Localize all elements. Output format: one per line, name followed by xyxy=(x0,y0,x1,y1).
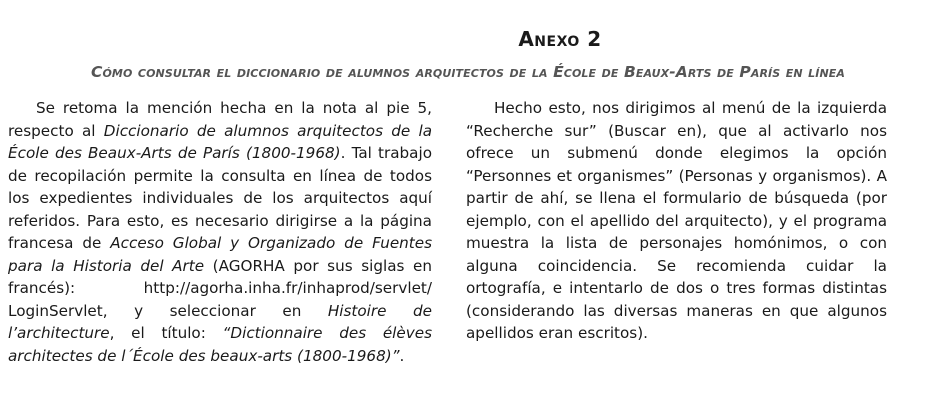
architecture-section-name: Histoire de l’architecture xyxy=(8,301,433,342)
left-text-1: Se retoma la mención hecha en la nota al pie 5, respecto al xyxy=(8,99,432,140)
left-text-2: . Tal trabajo de recopilación permite la consulta en línea de todos los expedientes individuales de los arquitectos aquí referidos. Para esto, es necesario dirigirse a la página francesa de xyxy=(8,144,432,252)
dictionnaire-title: “Dictionnaire des élèves architectes de l´École des beaux-arts (1800-1968)” xyxy=(8,324,432,365)
right-text: Hecho esto, nos dirigimos al menú de la izquierda “Recherche sur” (Buscar en), que al activarlo nos ofrece un submenú donde elegimos la opción “Personnes et organismes” (Personas y organismos). A partir de ahí, se llena el formulario de búsqueda (por ejemplo, con el apellido del arquitecto), y el programa muestra la lista de personajes homónimos, o con alguna coincidencia. Se recomienda cuidar la ortografía, e intentarlo de dos o tres formas distintas (considerando las diversas maneras en que algunos apellidos eran escritos). xyxy=(466,99,887,342)
left-text-5: . xyxy=(399,346,405,365)
left-text-3: (AGORHA por sus siglas en francés): http://agorha.inha.fr/inhaprod/servlet/ LoginServlet, y seleccionar en xyxy=(8,256,432,320)
right-column-paragraph xyxy=(466,97,887,345)
agorha-full-name: Acceso Global y Organizado de Fuentes para la Historia del Arte xyxy=(8,234,432,275)
left-text-4: , el título: xyxy=(109,324,223,342)
left-column-paragraph xyxy=(8,97,432,367)
annex-subtitle: Cómo consultar el diccionario de alumnos arquitectos de la École de Beaux-Arts de París en línea xyxy=(91,63,845,81)
annex-title: Anexo 2 xyxy=(518,27,602,51)
dictionary-title: Diccionario de alumnos arquitectos de la École des Beaux-Arts de París (1800-1968) xyxy=(8,121,432,162)
